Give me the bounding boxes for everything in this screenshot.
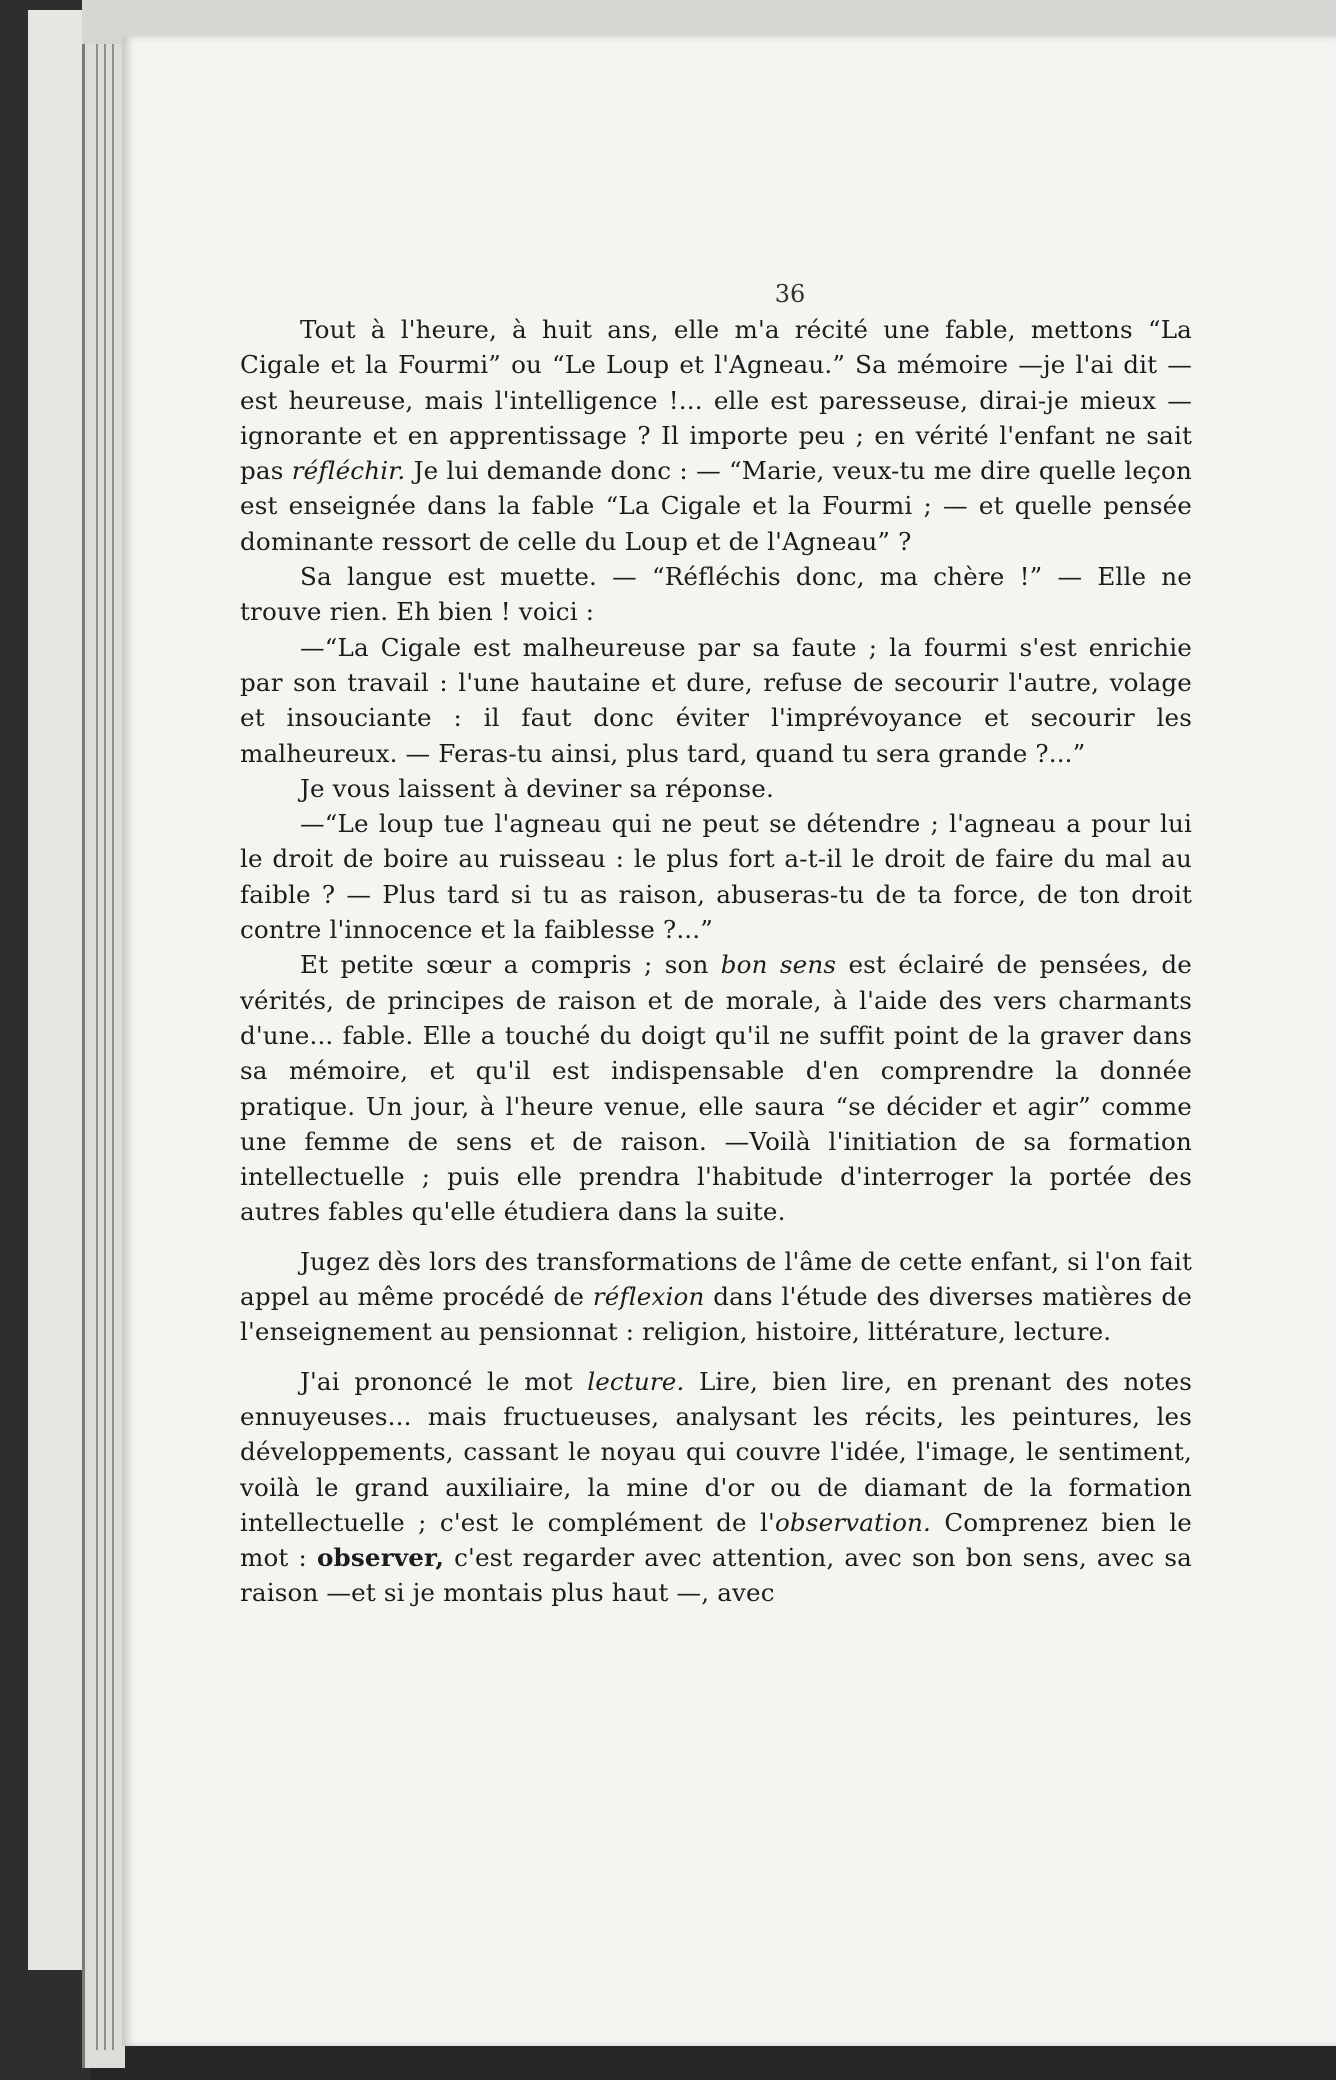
text-run: Je vous laissent à deviner sa réponse. (300, 773, 774, 803)
page-number: 36 (774, 280, 806, 308)
bold-text: observer, (317, 1543, 445, 1573)
page-stack-line (112, 40, 114, 2050)
text-run: —“La Cigale est malheureuse par sa faute ; la fourmi s'est enrichie par son travail : l'une hautaine et dure, refuse de secourir l'autre, volage et insouciante : il faut donc éviter l'imprévoyance et secourir les malheureux. — Feras-tu ainsi, plus tard, quand tu sera grande ?...” (240, 632, 1192, 768)
text-run: Comprenez bien le mot : (240, 1507, 1192, 1573)
text-run: Jugez dès lors des transformations de l'âme de cette enfant, si l'on fait appel au même procédé de (240, 1246, 1192, 1312)
text-run: Lire, bien lire, en prenant des notes ennuyeuses... mais fructueuses, analysant les récits, les peintures, les développements, cassant le noyau qui couvre l'idée, l'image, le sentiment, voilà le grand auxiliaire, la mine d'or ou de diamant de la formation intellectuelle ; c'est le complément de l' (240, 1366, 1192, 1537)
text-run: est éclairé de pensées, de vérités, de principes de raison et de morale, à l'aide des vers charmants d'une... fable. Elle a touché du doigt qu'il ne suffit point de la graver dans sa mémoire, et qu'il est indispensable d'en comprendre la donnée pratique. Un jour, à l'heure venue, elle saura “se décider et agir” comme une femme de sens et de raison. —Voilà l'initiation de sa formation intellectuelle ; puis elle prendra l'habitude d'interroger la portée des autres fables qu'elle étudiera dans la suite. (240, 950, 1192, 1227)
text-run: —“Le loup tue l'agneau qui ne peut se détendre ; l'agneau a pour lui le droit de boire au ruisseau : le plus fort a-t-il le droit de faire du mal au faible ? — Plus tard si tu as raison, abuseras-tu de ta force, de ton droit contre l'innocence et la faiblesse ?...” (240, 809, 1192, 945)
italic-text: bon sens (720, 950, 837, 980)
text-run: J'ai prononcé le mot (300, 1366, 588, 1396)
text-run: Je lui demande donc : — “Marie, veux-tu me dire quelle leçon est enseignée dans la fable “La Cigale et la Fourmi ; — et quelle pensée dominante ressort de celle du Loup et de l'Agneau” ? (240, 456, 1192, 556)
paragraph-p6 (240, 947, 1192, 1229)
italic-text: réfléchir. (291, 456, 406, 486)
text-run: c'est regarder avec attention, avec son bon sens, avec sa raison —et si je montais plus haut —, avec (240, 1543, 1192, 1608)
paragraph-p3 (240, 630, 1192, 771)
italic-text: lecture. (587, 1366, 685, 1396)
text-run: Et petite sœur a compris ; son (300, 950, 721, 980)
text-run: dans l'étude des diverses matières de l'enseignement au pensionnat : religion, histoire, littérature, lecture. (240, 1282, 1192, 1347)
page-stack-line (96, 40, 98, 2050)
body-text (240, 312, 1192, 1611)
paragraph-p4 (240, 771, 1192, 806)
paragraph-p8 (240, 1364, 1192, 1611)
italic-text: observation. (774, 1507, 932, 1537)
page-stack-line (104, 40, 106, 2050)
previous-page-edge (28, 10, 90, 1970)
paragraph-p2 (240, 559, 1192, 630)
italic-text: réflexion (592, 1282, 705, 1312)
paragraph-p5 (240, 806, 1192, 947)
text-run: Tout à l'heure, à huit ans, elle m'a récité une fable, mettons “La Cigale et la Fourmi” ou “Le Loup et l'Agneau.” Sa mémoire —je l'ai dit — est heureuse, mais l'intelligence !... elle est paresseuse, dirai-je mieux — ignorante et en apprentissage ? Il importe peu ; en vérité l'enfant ne sait pas (240, 315, 1192, 486)
paragraph-p1 (240, 312, 1192, 559)
paragraph-p7 (240, 1244, 1192, 1350)
text-run: Sa langue est muette. — “Réfléchis donc, ma chère !” — Elle ne trouve rien. Eh bien ! voici : (240, 562, 1192, 627)
